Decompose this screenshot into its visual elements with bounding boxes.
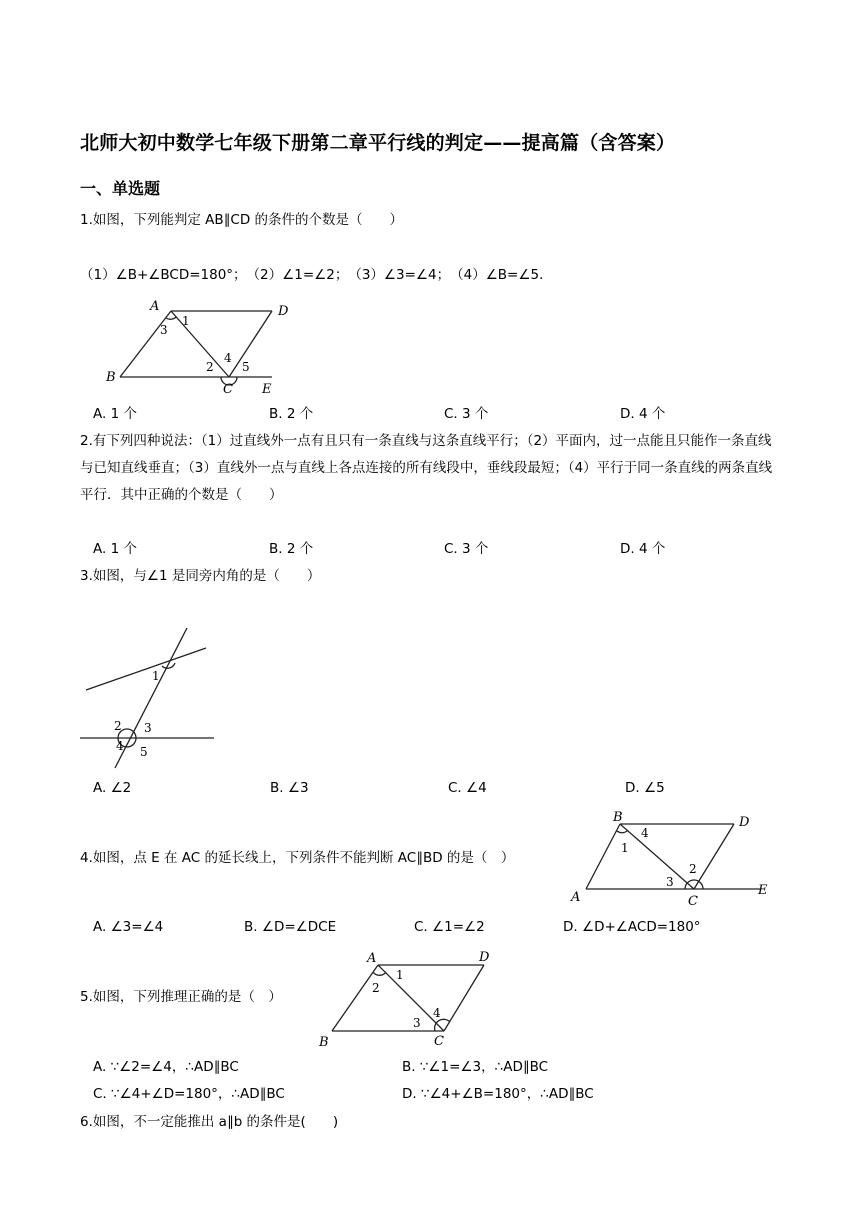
- q1-label-C: C: [223, 382, 233, 397]
- q4-label-A: A: [571, 890, 581, 905]
- q5-option-c: C. ∵∠4+∠D=180°，∴AD∥BC: [93, 1086, 285, 1102]
- q5-angle-1: 1: [396, 968, 404, 982]
- q3-angle-4: 4: [116, 739, 124, 753]
- q1-label-B: B: [106, 370, 116, 385]
- q1-option-d: D. 4 个: [620, 406, 666, 422]
- q1-option-a: A. 1 个: [93, 406, 137, 422]
- q3-angle-5: 5: [140, 745, 148, 759]
- q4-label-E: E: [758, 883, 768, 898]
- q5-label-B: B: [319, 1035, 329, 1050]
- q4-option-d: D. ∠D+∠ACD=180°: [563, 919, 701, 935]
- q5-label-C: C: [434, 1034, 444, 1049]
- q1-label-E: E: [262, 382, 272, 397]
- q2-option-d: D. 4 个: [620, 541, 666, 557]
- q1-figure: [100, 296, 290, 400]
- q3-figure: [80, 622, 220, 774]
- q4-option-c: C. ∠1=∠2: [414, 919, 485, 935]
- q4-option-a: A. ∠3=∠4: [93, 919, 164, 935]
- page-title: 北师大初中数学七年级下册第二章平行线的判定——提高篇（含答案）: [80, 132, 676, 154]
- q1-angle-3: 3: [160, 323, 168, 337]
- q4-angle-3: 3: [666, 875, 674, 889]
- q4-option-b: B. ∠D=∠DCE: [244, 919, 337, 935]
- q4-angle-2: 2: [689, 862, 697, 876]
- q3-angle-2: 2: [114, 719, 122, 733]
- q4-angle-4: 4: [641, 826, 649, 840]
- q3-angle-3: 3: [144, 721, 152, 735]
- q4-label-B: B: [613, 810, 623, 825]
- q1-angle-5: 5: [242, 360, 250, 374]
- q2-stem: 2.有下列四种说法：（1）过直线外一点有且只有一条直线与这条直线平行；（2）平面内，过一点能且只能作一条直线与已知直线垂直；（3）直线外一点与直线上各点连接的所有线段中，垂线段最短；（4）平行于同一条直线的两条直线平行．其中正确的个数是（ ）: [80, 433, 773, 503]
- q1-label-D: D: [278, 304, 289, 319]
- q4-stem: 4.如图，点 E 在 AC 的延长线上，下列条件不能判断 AC∥BD 的是（ ）: [80, 850, 515, 866]
- q3-option-b: B. ∠3: [270, 780, 309, 796]
- q3-option-c: C. ∠4: [448, 780, 487, 796]
- q4-angle-1: 1: [621, 841, 629, 855]
- q2-option-c: C. 3 个: [444, 541, 489, 557]
- q5-stem: 5.如图，下列推理正确的是（ ）: [80, 989, 282, 1005]
- q5-figure: [316, 946, 500, 1050]
- q1-label-A: A: [150, 299, 160, 314]
- q1-angle-2: 2: [206, 360, 214, 374]
- q6-stem: 6.如图，不一定能推出 a∥b 的条件是( ): [80, 1114, 339, 1130]
- q1-stem: 1.如图，下列能判定 AB∥CD 的条件的个数是（ ）: [80, 212, 404, 228]
- q5-angle-3: 3: [413, 1016, 421, 1030]
- q5-label-D: D: [479, 950, 490, 965]
- q3-stem: 3.如图，与∠1 是同旁内角的是（ ）: [80, 568, 321, 584]
- q4-figure: [566, 806, 780, 908]
- q4-label-C: C: [688, 894, 698, 908]
- q1-option-c: C. 3 个: [444, 406, 489, 422]
- section-heading: 一、单选题: [80, 179, 161, 198]
- q5-option-d: D. ∵∠4+∠B=180°，∴AD∥BC: [402, 1086, 594, 1102]
- q5-option-a: A. ∵∠2=∠4，∴AD∥BC: [93, 1059, 239, 1075]
- q3-option-a: A. ∠2: [93, 780, 132, 796]
- q5-option-b: B. ∵∠1=∠3，∴AD∥BC: [402, 1059, 549, 1075]
- q1-option-b: B. 2 个: [269, 406, 314, 422]
- q2-option-b: B. 2 个: [269, 541, 314, 557]
- q4-label-D: D: [739, 815, 750, 830]
- q2-option-a: A. 1 个: [93, 541, 137, 557]
- q1-angle-1: 1: [182, 314, 190, 328]
- q3-angle-1: 1: [152, 669, 160, 683]
- q1-angle-4: 4: [224, 351, 232, 365]
- q1-conditions: （1）∠B+∠BCD=180°； （2）∠1=∠2； （3）∠3=∠4； （4）∠B=∠5．: [80, 267, 553, 283]
- q5-angle-2: 2: [372, 981, 380, 995]
- q5-angle-4: 4: [433, 1006, 441, 1020]
- q3-option-d: D. ∠5: [625, 780, 665, 796]
- q5-label-A: A: [367, 951, 377, 966]
